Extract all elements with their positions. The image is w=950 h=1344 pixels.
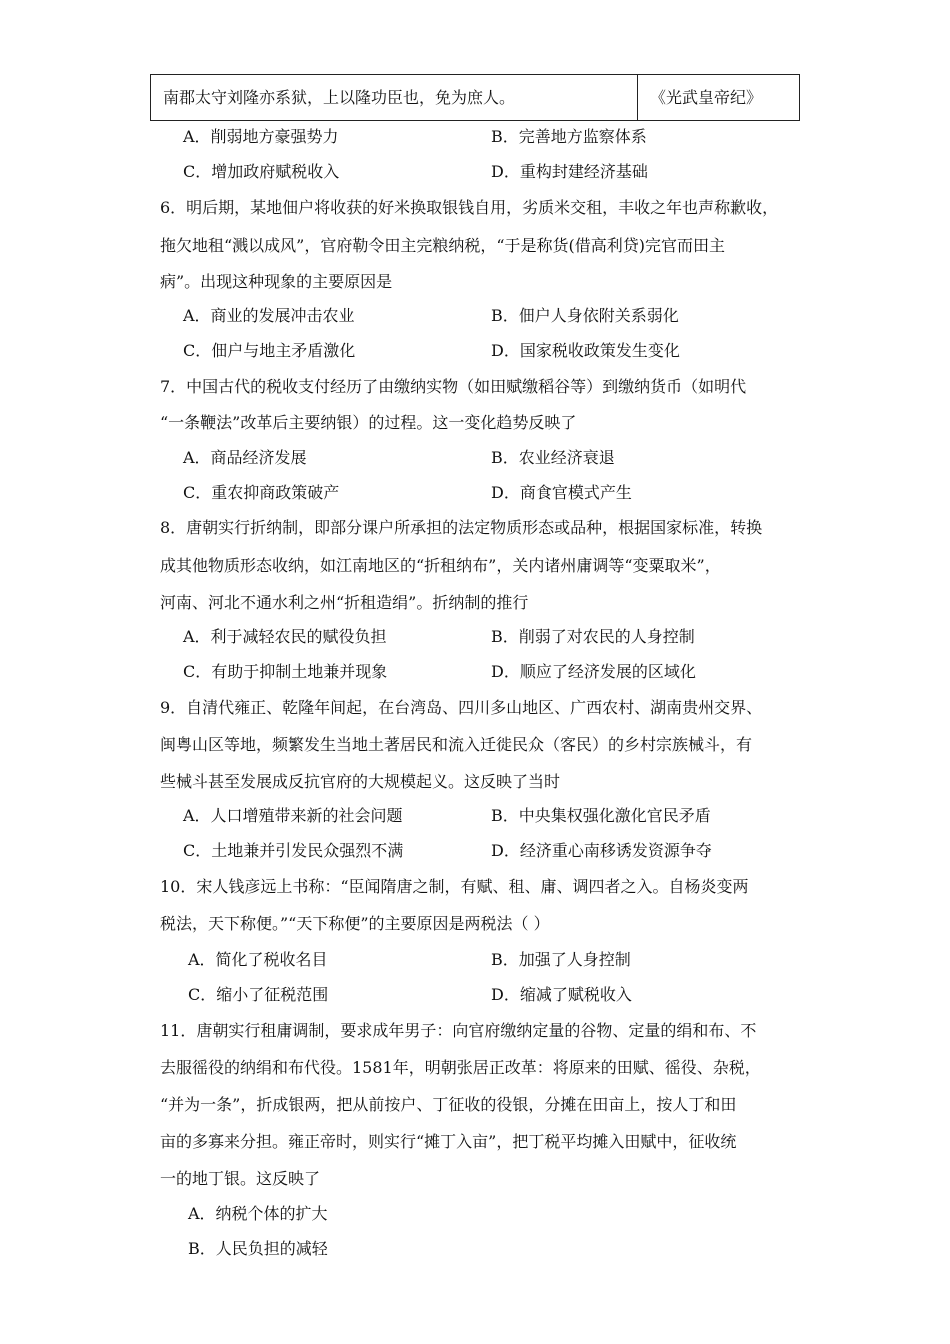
q6-option-a: A．商业的发展冲击农业 bbox=[183, 306, 355, 325]
q10-option-b: B．加强了人身控制 bbox=[491, 950, 631, 969]
q11-option-b: B．人民负担的减轻 bbox=[188, 1239, 328, 1258]
q9-option-a: A．人口增殖带来新的社会问题 bbox=[183, 806, 403, 825]
q7-option-b: B．农业经济衰退 bbox=[491, 448, 615, 467]
q6-option-c: C．佃户与地主矛盾激化 bbox=[183, 341, 356, 360]
q8-stem-line: 8．唐朝实行折纳制，即部分课户所承担的法定物质形态或品种，根据国家标准，转换 bbox=[160, 518, 763, 537]
q9-stem-line: 闽粤山区等地，频繁发生当地土著居民和流入迁徙民众（客民）的乡村宗族械斗，有 bbox=[160, 735, 753, 754]
q9-option-d: D．经济重心南移诱发资源争夺 bbox=[491, 841, 712, 860]
q10-stem-line: 税法，天下称便。”“天下称便”的主要原因是两税法（ ） bbox=[160, 914, 550, 933]
q8-stem-line: 河南、河北不通水利之州“折租造绢”。折纳制的推行 bbox=[160, 593, 529, 612]
q11-option-a: A．纳税个体的扩大 bbox=[188, 1204, 328, 1223]
q10-option-d: D．缩减了赋税收入 bbox=[491, 985, 632, 1004]
q7-option-a: A．商品经济发展 bbox=[183, 448, 307, 467]
q11-stem-line: 11．唐朝实行租庸调制，要求成年男子：向官府缴纳定量的谷物、定量的绢和布、不 bbox=[160, 1021, 757, 1040]
q7-stem-line: “一条鞭法”改革后主要纳银）的过程。这一变化趋势反映了 bbox=[160, 413, 577, 432]
table-cell-source bbox=[638, 75, 799, 120]
q5-option-d: D．重构封建经济基础 bbox=[491, 162, 648, 181]
q5-option-c: C．增加政府赋税收入 bbox=[183, 162, 340, 181]
q10-stem-line: 10．宋人钱彦远上书称：“臣闻隋唐之制，有赋、租、庸、调四者之入。自杨炎变两 bbox=[160, 877, 749, 896]
q6-option-d: D．国家税收政策发生变化 bbox=[491, 341, 680, 360]
q7-option-d: D．商食官模式产生 bbox=[491, 483, 632, 502]
q8-option-d: D．顺应了经济发展的区域化 bbox=[491, 662, 696, 681]
q8-stem-line: 成其他物质形态收纳，如江南地区的“折租纳布”，关内诸州庸调等“变粟取米”， bbox=[160, 556, 721, 575]
q6-stem-line: 拖欠地租“溅以成风”，官府勒令田主完粮纳税，“于是称货(借高利贷)完官而田主 bbox=[160, 236, 726, 255]
q6-stem-line: 病”。出现这种现象的主要原因是 bbox=[160, 272, 393, 291]
q11-stem-line: 亩的多寡来分担。雍正帝时，则实行“摊丁入亩”，把丁税平均摊入田赋中，征收统 bbox=[160, 1132, 737, 1151]
q10-option-a: A．简化了税收名目 bbox=[188, 950, 328, 969]
q9-option-c: C．土地兼并引发民众强烈不满 bbox=[183, 841, 404, 860]
q9-stem-line: 些械斗甚至发展成反抗官府的大规模起义。这反映了当时 bbox=[160, 772, 561, 791]
q7-option-c: C．重农抑商政策破产 bbox=[183, 483, 340, 502]
q11-stem-line: “并为一条”，折成银两，把从前按户、丁征收的役银，分摊在田亩上，按人丁和田 bbox=[160, 1095, 737, 1114]
q10-option-c: C．缩小了征税范围 bbox=[188, 985, 329, 1004]
q5-option-b: B．完善地方监察体系 bbox=[491, 127, 647, 146]
source-table bbox=[150, 74, 800, 121]
q8-option-b: B．削弱了对农民的人身控制 bbox=[491, 627, 695, 646]
table-cell-text bbox=[151, 75, 638, 120]
q6-stem-line: 6．明后期，某地佃户将收获的好米换取银钱自用，劣质米交租，丰收之年也声称歉收， bbox=[160, 198, 779, 217]
q9-stem-line: 9．自清代雍正、乾隆年间起，在台湾岛、四川多山地区、广西农村、湖南贵州交界、 bbox=[160, 698, 763, 717]
q9-option-b: B．中央集权强化激化官民矛盾 bbox=[491, 806, 711, 825]
q11-stem-line: 一的地丁银。这反映了 bbox=[160, 1169, 321, 1188]
q11-stem-line: 去服徭役的纳绢和布代役。1581年，明朝张居正改革：将原来的田赋、徭役、杂税， bbox=[160, 1058, 761, 1077]
table-cell-source-content: 《光武皇帝纪》 bbox=[650, 88, 763, 107]
q7-stem-line: 7．中国古代的税收支付经历了由缴纳实物（如田赋缴稻谷等）到缴纳货币（如明代 bbox=[160, 377, 747, 396]
q6-option-b: B．佃户人身依附关系弱化 bbox=[491, 306, 679, 325]
q8-option-c: C．有助于抑制土地兼并现象 bbox=[183, 662, 388, 681]
table-cell-text-content: 南郡太守刘隆亦系狱，上以隆功臣也，免为庶人。 bbox=[163, 88, 516, 107]
q8-option-a: A．利于减轻农民的赋役负担 bbox=[183, 627, 387, 646]
q5-option-a: A．削弱地方豪强势力 bbox=[183, 127, 339, 146]
